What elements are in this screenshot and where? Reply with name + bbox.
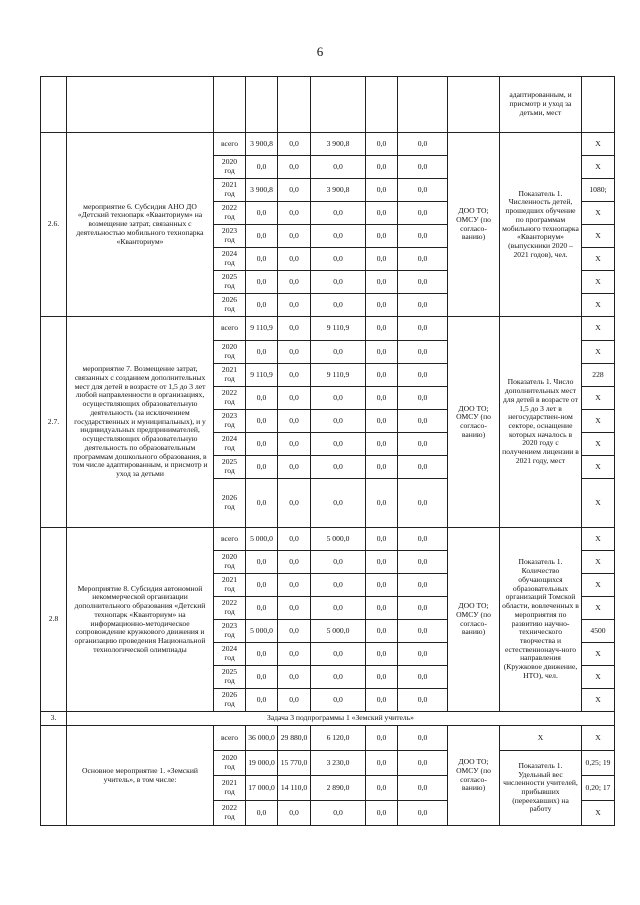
regional-cell: 9 110,9 <box>311 364 366 387</box>
federal-cell: 0,0 <box>278 433 311 456</box>
activity-description: мероприятие 6. Субсидия АНО ДО «Детский технопарк «Кванториум» на возмещение затрат, связанных с деятельностью мобильного технопарка «Кванториум» <box>67 133 214 317</box>
indicator-value: Х <box>582 341 615 364</box>
indicator-value: Х <box>582 387 615 410</box>
municipal-cell: 0,0 <box>366 433 398 456</box>
indicator-continuation: адаптированным, и присмотр и уход за детьми, мест <box>500 77 582 133</box>
federal-cell: 0,0 <box>278 387 311 410</box>
regional-cell: 0,0 <box>311 387 366 410</box>
municipal-cell: 0,0 <box>366 551 398 574</box>
federal-cell: 0,0 <box>278 528 311 551</box>
municipal-cell: 0,0 <box>366 666 398 689</box>
regional-cell: 0,0 <box>311 294 366 317</box>
total-cell: 0,0 <box>246 479 278 528</box>
item-number: 2.8 <box>41 528 67 712</box>
executor-cell: ДОО ТО; ОМСУ (по согласо-ванию) <box>448 133 500 317</box>
program-table <box>40 76 615 826</box>
table-row <box>41 133 615 156</box>
total-cell: 0,0 <box>246 156 278 179</box>
total-cell: 9 110,9 <box>246 364 278 387</box>
municipal-cell: 0,0 <box>366 410 398 433</box>
total-cell: 0,0 <box>246 225 278 248</box>
activity-description: Основное мероприятие 1. «Земский учитель», в том числе: <box>67 726 214 826</box>
municipal-cell: 0,0 <box>366 133 398 156</box>
year-cell: 2022 год <box>214 202 246 225</box>
total-cell: 0,0 <box>246 410 278 433</box>
regional-cell: 3 230,0 <box>311 751 366 776</box>
indicator-cell: Показатель 1. Количество обучающихся образовательных организаций Томской области, вовлеченных в мероприятия по развитию научно-технического творчества и естественнонауч-ного направления (Кружковое движение, НТО), чел. <box>500 528 582 712</box>
extrabudget-cell: 0,0 <box>398 317 448 341</box>
federal-cell: 0,0 <box>278 248 311 271</box>
indicator-value: Х <box>582 597 615 620</box>
municipal-cell: 0,0 <box>366 179 398 202</box>
indicator-value: Х <box>582 156 615 179</box>
indicator-value: Х <box>582 248 615 271</box>
federal-cell: 0,0 <box>278 179 311 202</box>
regional-cell: 0,0 <box>311 801 366 826</box>
federal-cell: 0,0 <box>278 689 311 712</box>
municipal-cell: 0,0 <box>366 456 398 479</box>
federal-cell: 0,0 <box>278 410 311 433</box>
year-cell: 2023 год <box>214 410 246 433</box>
year-cell: 2025 год <box>214 456 246 479</box>
year-cell: всего <box>214 726 246 751</box>
extrabudget-cell: 0,0 <box>398 597 448 620</box>
regional-cell: 0,0 <box>311 574 366 597</box>
task-title: Задача 3 подпрограммы 1 «Земский учитель» <box>67 712 615 726</box>
executor-cell: ДОО ТО; ОМСУ (по согласо-ванию) <box>448 726 500 826</box>
federal-cell: 0,0 <box>278 551 311 574</box>
indicator-value: 4500 <box>582 620 615 643</box>
year-cell: 2023 год <box>214 225 246 248</box>
extrabudget-cell: 0,0 <box>398 456 448 479</box>
regional-cell: 0,0 <box>311 666 366 689</box>
municipal-cell: 0,0 <box>366 528 398 551</box>
municipal-cell: 0,0 <box>366 479 398 528</box>
year-cell: 2021 год <box>214 179 246 202</box>
indicator-value: Х <box>582 410 615 433</box>
municipal-cell: 0,0 <box>366 776 398 801</box>
year-cell: 2026 год <box>214 479 246 528</box>
indicator-value: Х <box>582 271 615 294</box>
item-number: 2.6. <box>41 133 67 317</box>
year-cell: всего <box>214 528 246 551</box>
year-cell: 2020 год <box>214 341 246 364</box>
year-cell: 2026 год <box>214 294 246 317</box>
year-cell: 2021 год <box>214 776 246 801</box>
item-number: 2.7. <box>41 317 67 528</box>
indicator-total-cell: Х <box>500 726 582 751</box>
indicator-value: Х <box>582 574 615 597</box>
municipal-cell: 0,0 <box>366 364 398 387</box>
federal-cell: 0,0 <box>278 456 311 479</box>
year-cell: всего <box>214 317 246 341</box>
extrabudget-cell: 0,0 <box>398 179 448 202</box>
municipal-cell: 0,0 <box>366 202 398 225</box>
year-cell: 2025 год <box>214 271 246 294</box>
federal-cell: 0,0 <box>278 620 311 643</box>
municipal-cell: 0,0 <box>366 751 398 776</box>
task-number: 3. <box>41 712 67 726</box>
executor-cell: ДОО ТО; ОМСУ (по согласо-ванию) <box>448 317 500 528</box>
year-cell: всего <box>214 133 246 156</box>
year-cell: 2022 год <box>214 387 246 410</box>
federal-cell: 0,0 <box>278 156 311 179</box>
municipal-cell: 0,0 <box>366 156 398 179</box>
extrabudget-cell: 0,0 <box>398 551 448 574</box>
indicator-value: Х <box>582 726 615 751</box>
year-cell: 2020 год <box>214 156 246 179</box>
extrabudget-cell: 0,0 <box>398 225 448 248</box>
year-cell: 2021 год <box>214 364 246 387</box>
total-cell: 0,0 <box>246 689 278 712</box>
regional-cell: 0,0 <box>311 410 366 433</box>
federal-cell: 0,0 <box>278 666 311 689</box>
extrabudget-cell: 0,0 <box>398 689 448 712</box>
total-cell: 5 000,0 <box>246 620 278 643</box>
regional-cell: 5 000,0 <box>311 620 366 643</box>
year-cell: 2022 год <box>214 597 246 620</box>
federal-cell: 0,0 <box>278 574 311 597</box>
year-cell: 2024 год <box>214 433 246 456</box>
extrabudget-cell: 0,0 <box>398 666 448 689</box>
year-cell: 2024 год <box>214 643 246 666</box>
regional-cell: 2 890,0 <box>311 776 366 801</box>
total-cell: 36 000,0 <box>246 726 278 751</box>
regional-cell: 0,0 <box>311 156 366 179</box>
year-cell: 2021 год <box>214 574 246 597</box>
regional-cell: 0,0 <box>311 689 366 712</box>
total-cell: 9 110,9 <box>246 317 278 341</box>
indicator-value: Х <box>582 666 615 689</box>
regional-cell: 0,0 <box>311 479 366 528</box>
municipal-cell: 0,0 <box>366 726 398 751</box>
total-cell: 0,0 <box>246 271 278 294</box>
year-cell: 2026 год <box>214 689 246 712</box>
federal-cell: 14 110,0 <box>278 776 311 801</box>
extrabudget-cell: 0,0 <box>398 751 448 776</box>
federal-cell: 0,0 <box>278 801 311 826</box>
extrabudget-cell: 0,0 <box>398 364 448 387</box>
federal-cell: 0,0 <box>278 225 311 248</box>
table-row <box>41 528 615 551</box>
page-number: 6 <box>316 44 324 59</box>
total-cell: 0,0 <box>246 456 278 479</box>
regional-cell: 0,0 <box>311 597 366 620</box>
extrabudget-cell: 0,0 <box>398 410 448 433</box>
extrabudget-cell: 0,0 <box>398 479 448 528</box>
regional-cell: 5 000,0 <box>311 528 366 551</box>
regional-cell: 0,0 <box>311 341 366 364</box>
indicator-value: 0,20; 17 <box>582 776 615 801</box>
total-cell: 19 000,0 <box>246 751 278 776</box>
total-cell: 0,0 <box>246 341 278 364</box>
extrabudget-cell: 0,0 <box>398 433 448 456</box>
extrabudget-cell: 0,0 <box>398 294 448 317</box>
total-cell: 3 900,8 <box>246 133 278 156</box>
total-cell: 0,0 <box>246 433 278 456</box>
total-cell: 0,0 <box>246 801 278 826</box>
indicator-value: 0,25; 19 <box>582 751 615 776</box>
regional-cell: 0,0 <box>311 643 366 666</box>
extrabudget-cell: 0,0 <box>398 341 448 364</box>
municipal-cell: 0,0 <box>366 643 398 666</box>
year-cell: 2020 год <box>214 551 246 574</box>
indicator-cell: Показатель 1. Удельный вес численности учителей, прибывших (переехавших) на работу <box>500 751 582 826</box>
federal-cell: 0,0 <box>278 202 311 225</box>
extrabudget-cell: 0,0 <box>398 133 448 156</box>
year-cell: 2020 год <box>214 751 246 776</box>
total-cell: 0,0 <box>246 597 278 620</box>
indicator-value: Х <box>582 479 615 528</box>
federal-cell: 0,0 <box>278 317 311 341</box>
continuation-row <box>41 77 615 133</box>
municipal-cell: 0,0 <box>366 801 398 826</box>
regional-cell: 0,0 <box>311 248 366 271</box>
extrabudget-cell: 0,0 <box>398 776 448 801</box>
extrabudget-cell: 0,0 <box>398 726 448 751</box>
extrabudget-cell: 0,0 <box>398 248 448 271</box>
federal-cell: 0,0 <box>278 341 311 364</box>
regional-cell: 0,0 <box>311 456 366 479</box>
regional-cell: 0,0 <box>311 202 366 225</box>
total-cell: 0,0 <box>246 643 278 666</box>
municipal-cell: 0,0 <box>366 294 398 317</box>
total-cell: 0,0 <box>246 202 278 225</box>
regional-cell: 6 120,0 <box>311 726 366 751</box>
extrabudget-cell: 0,0 <box>398 574 448 597</box>
indicator-cell: Показатель 1. Численность детей, прошедших обучение по программам мобильного технопарка «Кванториум» (выпускники 2020 – 2021 годов), чел. <box>500 133 582 317</box>
indicator-value: Х <box>582 317 615 341</box>
indicator-value: Х <box>582 551 615 574</box>
year-cell: 2022 год <box>214 801 246 826</box>
federal-cell: 0,0 <box>278 294 311 317</box>
indicator-value: Х <box>582 643 615 666</box>
federal-cell: 0,0 <box>278 364 311 387</box>
indicator-cell: Показатель 1. Число дополнительных мест для детей в возрасте от 1,5 до 3 лет в негосударствен-ном секторе, оснащение которых началось в 2020 году с получением лицензии в 2021 году, мест <box>500 317 582 528</box>
total-cell: 0,0 <box>246 666 278 689</box>
federal-cell: 0,0 <box>278 271 311 294</box>
activity-description: мероприятие 7. Возмещение затрат, связанных с созданием дополнительных мест для детей в возрасте от 1,5 до 3 лет любой направленности в организациях, осуществляющих образовательную деятельность (за исключением государственных и муниципальных), и у индивидуальных предпринимателей, осуществляющих образовательную деятельность по образовательным программам дошкольного образования, в том числе адаптированным, и присмотр и уход за детьми <box>67 317 214 528</box>
regional-cell: 9 110,9 <box>311 317 366 341</box>
indicator-value: Х <box>582 456 615 479</box>
total-cell: 0,0 <box>246 294 278 317</box>
indicator-value: Х <box>582 528 615 551</box>
federal-cell: 29 880,0 <box>278 726 311 751</box>
regional-cell: 0,0 <box>311 225 366 248</box>
indicator-value: Х <box>582 133 615 156</box>
federal-cell: 15 770,0 <box>278 751 311 776</box>
indicator-value: Х <box>582 294 615 317</box>
year-cell: 2023 год <box>214 620 246 643</box>
indicator-value: 1080; <box>582 179 615 202</box>
municipal-cell: 0,0 <box>366 341 398 364</box>
regional-cell: 3 900,8 <box>311 179 366 202</box>
indicator-value: Х <box>582 433 615 456</box>
indicator-value: Х <box>582 202 615 225</box>
total-cell: 0,0 <box>246 551 278 574</box>
total-cell: 0,0 <box>246 248 278 271</box>
municipal-cell: 0,0 <box>366 271 398 294</box>
municipal-cell: 0,0 <box>366 387 398 410</box>
extrabudget-cell: 0,0 <box>398 156 448 179</box>
total-cell: 3 900,8 <box>246 179 278 202</box>
extrabudget-cell: 0,0 <box>398 202 448 225</box>
regional-cell: 0,0 <box>311 551 366 574</box>
extrabudget-cell: 0,0 <box>398 271 448 294</box>
regional-cell: 0,0 <box>311 433 366 456</box>
table-row <box>41 317 615 341</box>
municipal-cell: 0,0 <box>366 689 398 712</box>
total-cell: 5 000,0 <box>246 528 278 551</box>
federal-cell: 0,0 <box>278 643 311 666</box>
indicator-value: Х <box>582 801 615 826</box>
federal-cell: 0,0 <box>278 479 311 528</box>
municipal-cell: 0,0 <box>366 597 398 620</box>
extrabudget-cell: 0,0 <box>398 528 448 551</box>
activity-description: Мероприятие 8. Субсидия автономной некоммерческой организации дополнительного образования «Детский технопарк «Кванториум» на информационно-методическое сопровождение кружкового движения и организацию проведения Национальной технологической олимпиады <box>67 528 214 712</box>
municipal-cell: 0,0 <box>366 317 398 341</box>
total-cell: 0,0 <box>246 574 278 597</box>
table-row <box>41 726 615 751</box>
municipal-cell: 0,0 <box>366 620 398 643</box>
task-row <box>41 712 615 726</box>
regional-cell: 3 900,8 <box>311 133 366 156</box>
extrabudget-cell: 0,0 <box>398 801 448 826</box>
regional-cell: 0,0 <box>311 271 366 294</box>
total-cell: 17 000,0 <box>246 776 278 801</box>
total-cell: 0,0 <box>246 387 278 410</box>
executor-cell: ДОО ТО; ОМСУ (по согласо-ванию) <box>448 528 500 712</box>
extrabudget-cell: 0,0 <box>398 387 448 410</box>
federal-cell: 0,0 <box>278 133 311 156</box>
municipal-cell: 0,0 <box>366 574 398 597</box>
year-cell: 2025 год <box>214 666 246 689</box>
indicator-value: Х <box>582 225 615 248</box>
municipal-cell: 0,0 <box>366 248 398 271</box>
municipal-cell: 0,0 <box>366 225 398 248</box>
extrabudget-cell: 0,0 <box>398 620 448 643</box>
federal-cell: 0,0 <box>278 597 311 620</box>
indicator-value: Х <box>582 689 615 712</box>
extrabudget-cell: 0,0 <box>398 643 448 666</box>
indicator-value: 228 <box>582 364 615 387</box>
year-cell: 2024 год <box>214 248 246 271</box>
